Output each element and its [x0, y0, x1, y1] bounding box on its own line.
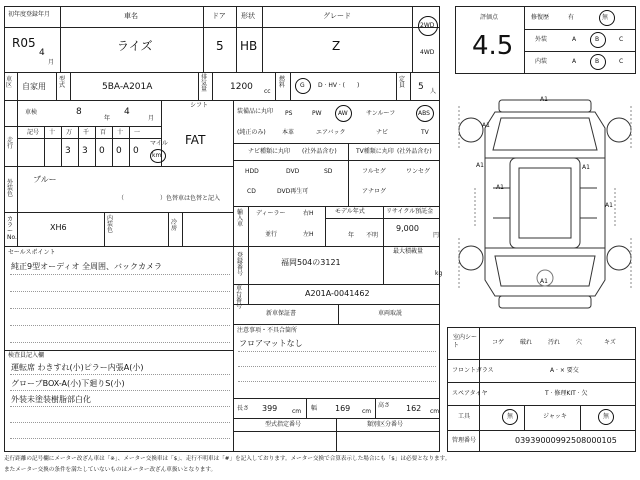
- tools-label: 工具: [458, 413, 471, 420]
- kg-unit: kg: [435, 270, 443, 277]
- type-num-label: 型式指定番号: [265, 421, 302, 428]
- divider: [233, 324, 440, 325]
- divider: [233, 160, 440, 161]
- tv-oneseg: ワンセグ: [406, 168, 431, 175]
- inspector-line-3: 外装未塗装樹脂部白化: [11, 395, 91, 404]
- model-year-unknown: 不明: [366, 232, 379, 239]
- equip-abs: ABS: [418, 110, 430, 117]
- damage-mark: A1: [482, 122, 490, 129]
- footer-note-2: またメーター交換の条件を満たしていないものはメーター改ざん車扱いとなります。: [4, 467, 217, 473]
- sales-point-text: 純正9型オーディオ 全周囲、バックカメラ: [11, 262, 162, 271]
- tv-analog: アナログ: [362, 188, 387, 195]
- divider: [17, 72, 18, 100]
- inspection-year-unit: 年: [104, 115, 111, 122]
- divider: [56, 72, 57, 100]
- divider: [4, 246, 440, 247]
- seat-condition-item: コゲ: [492, 339, 505, 346]
- divider: [198, 72, 199, 100]
- month-unit: 月: [48, 59, 55, 66]
- equip-navi: ナビ: [376, 129, 389, 136]
- navi-type-sub: (社外品含む): [302, 148, 337, 155]
- damage-mark: A1: [605, 202, 613, 209]
- tv-fullseg: フルセグ: [362, 168, 386, 175]
- divider: [524, 6, 525, 74]
- import-parallel: 並行: [265, 231, 278, 238]
- equipment-sub: (純正のみ): [237, 129, 266, 136]
- length-unit: cm: [292, 408, 302, 415]
- score-label: 評価点: [480, 14, 499, 21]
- mileage-unit-label: 百: [100, 129, 107, 136]
- mileage-unit-label: 万: [66, 129, 73, 136]
- import-left: 左H: [303, 231, 314, 238]
- shape-label: 形状: [241, 12, 255, 20]
- divider: [4, 350, 233, 351]
- fuel-options: D · HV · ( ): [318, 82, 360, 89]
- displacement-value: 1200: [230, 82, 253, 92]
- divider: [203, 6, 204, 72]
- fuel-label: 燃料: [279, 76, 286, 89]
- equip-sunroof: サンルーフ: [366, 110, 396, 117]
- dotted-line: [238, 381, 436, 382]
- divider: [447, 382, 636, 383]
- divider: [104, 212, 105, 246]
- footer-note-1: 走行距離の記号欄にメーター改ざん車は「※」、メーター交換車は「$」、走行不明車は「#」を記入しております。メーター交換で合算表示した場合にも「$」は必要となります。: [4, 456, 451, 462]
- mgmt-label: 管理番号: [452, 437, 477, 444]
- divider: [236, 6, 237, 72]
- mileage-unit-label: 十: [49, 129, 56, 136]
- divider: [338, 304, 339, 324]
- tools-value: 無: [507, 413, 514, 420]
- dotted-line: [10, 274, 230, 275]
- mile-unit: マイル: [150, 140, 168, 147]
- recycle-value: 9,000: [396, 224, 419, 233]
- width-value: 169: [335, 404, 351, 413]
- yen-unit: 円: [433, 232, 440, 239]
- navi-hdd: HDD: [245, 168, 259, 175]
- import-dealer: ディーラー: [256, 210, 286, 217]
- import-label: 輸入車: [237, 209, 244, 228]
- divider: [17, 138, 161, 139]
- interior-label: 内装: [535, 58, 548, 65]
- first-reg-year: R05: [12, 36, 36, 50]
- height-unit: cm: [430, 408, 440, 415]
- divider: [290, 72, 291, 100]
- chassis-value: A201A-0041462: [305, 289, 370, 298]
- tv-type-label: TV種類に丸印: [356, 148, 394, 155]
- shape-value: HB: [240, 39, 258, 53]
- fuel-g: G: [300, 82, 305, 89]
- divider: [233, 304, 440, 305]
- inspection-year: 8: [76, 107, 82, 117]
- inspector-label: 検査員記入欄: [8, 352, 45, 359]
- first-reg-label: 初年度登録年月: [8, 11, 51, 18]
- interior-grade-a: A: [572, 58, 577, 65]
- equip-pw: PW: [312, 110, 322, 117]
- tv-type-sub: (社外品含む): [397, 148, 432, 155]
- divider: [233, 246, 234, 324]
- divider: [61, 126, 62, 166]
- mileage-digit: 0: [116, 146, 122, 156]
- exterior-grade-b: B: [595, 36, 600, 43]
- registration-value: 福岡504の3121: [281, 258, 341, 267]
- divider: [325, 206, 326, 246]
- divider: [233, 206, 440, 207]
- divider: [396, 72, 397, 100]
- divider: [44, 126, 45, 166]
- divider: [4, 212, 233, 213]
- car-name: ライズ: [117, 39, 153, 53]
- model-year-label: モデル年式: [335, 208, 365, 215]
- divider: [348, 143, 349, 206]
- mileage-unit-label: 千: [83, 129, 90, 136]
- mileage-unit-label: 一: [134, 129, 141, 136]
- mileage-digit: 0: [133, 146, 139, 156]
- navi-dvd-play: DVD再生可: [277, 188, 309, 195]
- dotted-line: [238, 366, 436, 367]
- interior-color-label: 内装色: [107, 215, 114, 234]
- divider: [336, 418, 337, 452]
- divider: [248, 206, 249, 246]
- divider: [212, 72, 213, 100]
- model-year-unit: 年: [348, 232, 355, 239]
- divider: [233, 100, 234, 246]
- divider: [168, 212, 169, 246]
- divider: [262, 6, 263, 72]
- doors-value: 5: [216, 39, 224, 53]
- seat-label: 室内シート: [453, 334, 478, 350]
- height-label: 高さ: [378, 402, 391, 409]
- inspector-line-1: 運転席 わきすれ(小)ピラー内張A(小): [11, 363, 144, 372]
- divider: [524, 405, 525, 430]
- equip-tv: TV: [421, 129, 429, 136]
- color-label: 外装色: [7, 179, 14, 198]
- dotted-line: [10, 374, 230, 375]
- model-value: 5BA-A201A: [102, 82, 153, 92]
- divider: [524, 51, 636, 52]
- divider: [233, 324, 234, 452]
- mileage-unit-label: 十: [117, 129, 124, 136]
- equip-aw: AW: [338, 110, 348, 117]
- repair-label: 修復歴: [531, 14, 550, 21]
- inspection-month: 4: [124, 107, 130, 117]
- divider: [4, 166, 233, 167]
- grade-label: グレード: [323, 12, 351, 20]
- equipment-label: 装備品に丸印: [237, 108, 274, 115]
- shift-label: シフト: [190, 102, 209, 109]
- divider: [4, 27, 440, 28]
- warranty-label: 新車保証書: [266, 310, 297, 317]
- import-right: 右H: [303, 210, 314, 217]
- divider: [112, 126, 113, 166]
- navi-type-label: ナビ種類に丸印: [248, 148, 291, 155]
- recycle-label: リサイクル預託金: [386, 208, 434, 215]
- score-value: 4.5: [472, 31, 514, 61]
- navi-sd: SD: [324, 168, 333, 175]
- divider: [233, 431, 440, 432]
- equip-ps: PS: [285, 110, 293, 117]
- divider: [182, 212, 183, 246]
- mileage-digit: 3: [82, 146, 88, 156]
- divider: [580, 405, 581, 430]
- cc-unit: cc: [264, 88, 271, 95]
- width-label: 幅: [311, 405, 318, 412]
- divider: [233, 284, 440, 285]
- sales-point-label: セールスポイント: [8, 249, 56, 256]
- divider: [70, 72, 71, 100]
- equip-leather: 本革: [282, 129, 295, 136]
- seat-condition-item: 汚れ: [548, 339, 561, 346]
- damage-mark: A1: [540, 96, 548, 103]
- height-value: 162: [406, 404, 422, 413]
- divider: [129, 126, 130, 166]
- navi-cd: CD: [247, 188, 256, 195]
- divider: [248, 246, 249, 304]
- dotted-line: [10, 342, 230, 343]
- divider: [524, 29, 636, 30]
- color-code-label: カラーNo.: [7, 216, 17, 241]
- capacity-unit: 人: [430, 88, 437, 95]
- repair-yes: 有: [568, 14, 575, 21]
- divider: [60, 6, 61, 72]
- grade-value: Z: [332, 39, 341, 53]
- inspector-line-2: グローブBOX-A(小)下廻りS(小): [11, 379, 125, 388]
- divider: [233, 143, 440, 144]
- spare-label: スペアタイヤ: [452, 390, 488, 397]
- mgmt-value: 03939000992508000105: [515, 436, 617, 445]
- dotted-line: [238, 351, 436, 352]
- color-value: ブルー: [33, 175, 57, 184]
- divider: [383, 206, 384, 246]
- inspection-label: 車検: [25, 109, 38, 116]
- kubun-label: 車区: [6, 76, 13, 89]
- length-label: 長さ: [237, 405, 250, 412]
- length-value: 399: [262, 404, 278, 413]
- kubun-value: 自家用: [22, 82, 46, 91]
- equip-airbag: エアバック: [316, 129, 346, 136]
- divider: [233, 398, 440, 399]
- notes-text: フロアマットなし: [239, 339, 303, 348]
- drive-4wd: 4WD: [420, 49, 435, 56]
- shift-value: FAT: [185, 133, 206, 147]
- damage-mark: A1: [496, 184, 504, 191]
- doors-label: ドア: [212, 12, 226, 20]
- repair-no: 無: [602, 14, 609, 21]
- first-reg-month: 4: [39, 48, 45, 58]
- divider: [383, 246, 384, 284]
- capacity-label: 定員: [399, 76, 406, 89]
- model-label: 型式: [59, 76, 66, 89]
- divider: [275, 72, 276, 100]
- divider: [447, 430, 636, 431]
- mileage-label: 走行: [7, 137, 14, 150]
- mileage-digit: 0: [99, 146, 105, 156]
- jack-label: ジャッキ: [543, 413, 567, 420]
- divider: [95, 126, 96, 166]
- divider: [447, 359, 636, 360]
- divider: [17, 166, 18, 246]
- glass-label: フロントガラス: [452, 367, 494, 374]
- seat-condition-item: キズ: [604, 339, 616, 346]
- mileage-note-label: 記号: [27, 129, 40, 136]
- inspection-month-unit: 月: [148, 115, 155, 122]
- jack-value: 無: [603, 413, 610, 420]
- divider: [325, 218, 440, 219]
- displacement-label: 排気量: [201, 74, 208, 93]
- spare-value: T · 修理KIT · 欠: [545, 390, 588, 397]
- divider: [4, 126, 161, 127]
- dotted-line: [10, 291, 230, 292]
- navi-dvd: DVD: [286, 168, 300, 175]
- divider: [306, 398, 307, 418]
- divider: [17, 100, 18, 166]
- divider: [78, 126, 79, 166]
- seat-condition-item: 破れ: [520, 339, 533, 346]
- manual-label: 車両取説: [378, 310, 403, 317]
- dotted-line: [10, 406, 230, 407]
- class-num-label: 類別区分番号: [367, 421, 404, 428]
- width-unit: cm: [362, 408, 372, 415]
- glass-value: A · × 要交: [550, 367, 579, 374]
- dotted-line: [10, 390, 230, 391]
- damage-mark: A1: [582, 164, 590, 171]
- dotted-line: [10, 438, 230, 439]
- dotted-line: [10, 308, 230, 309]
- cold-label: 冷房: [171, 219, 178, 232]
- dotted-line: [10, 325, 230, 326]
- notes-label: 注意事項・不具合箇所: [237, 327, 298, 334]
- max-load-label: 最大積載量: [393, 248, 424, 255]
- exterior-label: 外装: [535, 36, 548, 43]
- registration-label: 登録番号: [237, 252, 244, 277]
- divider: [375, 398, 376, 418]
- exterior-grade-a: A: [572, 36, 577, 43]
- damage-mark: A1: [540, 278, 548, 285]
- km-unit: km: [152, 152, 162, 159]
- divider: [447, 405, 636, 406]
- interior-grade-c: C: [619, 58, 624, 65]
- car-name-label: 車名: [124, 12, 138, 20]
- damage-mark: A1: [476, 162, 484, 169]
- mileage-digit: 3: [65, 146, 71, 156]
- chassis-label: 車台番号: [236, 285, 243, 310]
- interior-grade-b: B: [595, 58, 600, 65]
- divider: [412, 6, 413, 72]
- color-note: （ ）色替車は色替と記入: [118, 195, 221, 202]
- divider: [4, 100, 440, 101]
- exterior-grade-c: C: [619, 36, 624, 43]
- color-code: XH6: [50, 223, 67, 232]
- dotted-line: [10, 422, 230, 423]
- seat-condition-item: 穴: [576, 339, 583, 346]
- divider: [410, 72, 411, 100]
- capacity-value: 5: [418, 82, 424, 92]
- drive-2wd: 2WD: [420, 22, 435, 29]
